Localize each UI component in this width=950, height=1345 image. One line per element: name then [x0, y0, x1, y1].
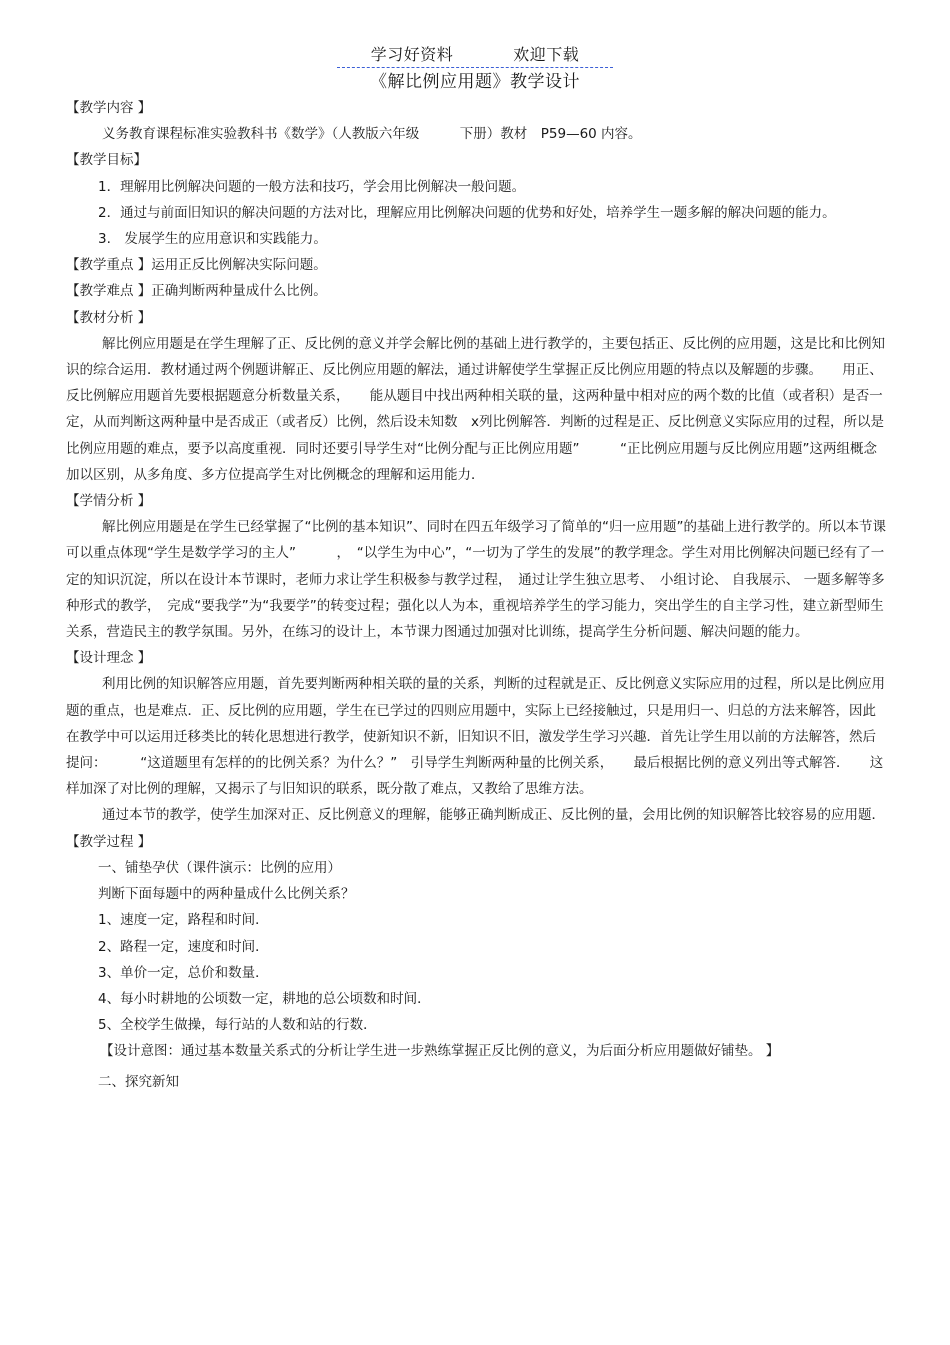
question-item-2: 2、路程一定，速度和时间．: [98, 938, 269, 955]
content-paragraph: 义务教育课程标准实验教科书《数学》（人教版六年级 下册）教材 P59—60 内容。: [102, 126, 642, 143]
header-right-text: 欢迎下载: [513, 45, 580, 64]
goal-item-1: 1．理解用比例解决问题的一般方法和技巧，学会用比例解决一般问题。: [98, 178, 526, 195]
section-key-point: 【教学重点 】运用正反比例解决实际问题。: [66, 257, 327, 274]
section-heading-goals: 【教学目标】: [66, 152, 147, 169]
goal-item-2: 2．通过与前面旧知识的解决问题的方法对比，理解应用比例解决问题的优势和好处，培养学生一题多解的解决问题的能力。: [98, 204, 836, 221]
section-difficult-point: 【教学难点 】正确判断两种量成什么比例。: [66, 283, 327, 300]
goal-item-3: 3. 发展学生的应用意识和实践能力。: [98, 231, 327, 248]
page-header: [0, 42, 950, 68]
material-paragraph: 解比例应用题是在学生理解了正、反比例的意义并学会解比例的基础上进行教学的，主要包括正、反比例的应用题，这是比和比例知识的综合运用．教材通过两个例题讲解正、反比例应用题的解法，通过讲解使学生掌握正反比例应用题的特点以及解题的步骤。 用正、反比例解应用题首先要根据题意分析数量关系， 能从题目中找出两种相关联的量，这两种量中相对应的两个数的比值（或者积）是否一定，从而判断这两种量中是否成正（或者反）比例，然后设未知数 x列比例解答．判断的过程是正、反比例意义实际应用的过程，所以是比例应用题的难点，要予以高度重视．同时还要引导学生对“比例分配与正比例应用题” “正比例应用题与反比例应用题”这两组概念加以区别，从多角度、多方位提高学生对比例概念的理解和运用能力．: [66, 335, 885, 483]
concept-paragraph-1: 利用比例的知识解答应用题，首先要判断两种相关联的量的关系，判断的过程就是正、反比例意义实际应用的过程，所以是比例应用题的重点，也是难点．正、反比例的应用题，学生在已学过的四则应用题中，实际上已经接触过，只是用归一、归总的方法来解答，因此在教学中可以运用迁移类比的转化思想进行教学，使新知识不新，旧知识不旧，激发学生学习兴趣．首先让学生用以前的方法解答，然后提问： “这道题里有怎样的的比例关系？为什么？” 引导学生判断两种量的比例关系， 最后根据比例的意义列出等式解答． 这样加深了对比例的理解，又揭示了与旧知识的联系，既分散了难点，又教给了思维方法。: [66, 676, 885, 798]
section-heading-concept: 【设计理念 】: [66, 650, 152, 667]
section-heading-content: 【教学内容 】: [66, 100, 152, 116]
header-banner: [337, 42, 614, 68]
document-body: [66, 95, 886, 1095]
question-item-3: 3、单价一定，总价和数量．: [98, 964, 269, 981]
header-left-text: 学习好资料: [370, 45, 454, 64]
process-step-2: 二、探究新知: [98, 1073, 179, 1090]
design-intent: 【设计意图：通过基本数量关系式的分析让学生进一步熟练掌握正反比例的意义，为后面分析应用题做好铺垫。 】: [100, 1043, 780, 1060]
question-item-4: 4、每小时耕地的公顷数一定，耕地的总公顷数和时间．: [98, 990, 431, 1007]
section-heading-student: 【学情分析 】: [66, 493, 152, 510]
section-heading-material: 【教材分析 】: [66, 309, 152, 326]
section-heading-process: 【教学过程 】: [66, 833, 152, 850]
concept-paragraph-2: 通过本节的教学，使学生加深对正、反比例意义的理解，能够正确判断成正、反比例的量，会用比例的知识解答比较容易的应用题．: [102, 807, 885, 824]
process-question: 判断下面每题中的两种量成什么比例关系？: [98, 886, 355, 903]
student-paragraph: 解比例应用题是在学生已经掌握了“比例的基本知识”、同时在四五年级学习了简单的“归一应用题”的基础上进行教学的。所以本节课可以重点体现“学生是数学学习的主人” ， “以学生为中心”，“一切为了学生的发展”的教学理念。学生对用比例解决问题已经有了一定的知识沉淀，所以在设计本节课时，老师力求让学生积极参与教学过程， 通过让学生独立思考、 小组讨论、 自我展示、 一题多解等多种形式的教学， 完成“要我学”为“我要学”的转变过程；强化以人为本，重视培养学生的学习能力，突出学生的自主学习性，建立新型师生关系，营造民主的教学氛围。另外，在练习的设计上，本节课力图通过加强对比训练，提高学生分析问题、解决问题的能力。: [66, 519, 886, 641]
document-title: 《解比例应用题》教学设计: [370, 72, 580, 92]
process-step-1: 一、铺垫孕伏（课件演示：比例的应用）: [98, 859, 341, 876]
question-item-5: 5、全校学生做操，每行站的人数和站的行数．: [98, 1017, 377, 1034]
question-item-1: 1、速度一定，路程和时间．: [98, 912, 269, 929]
